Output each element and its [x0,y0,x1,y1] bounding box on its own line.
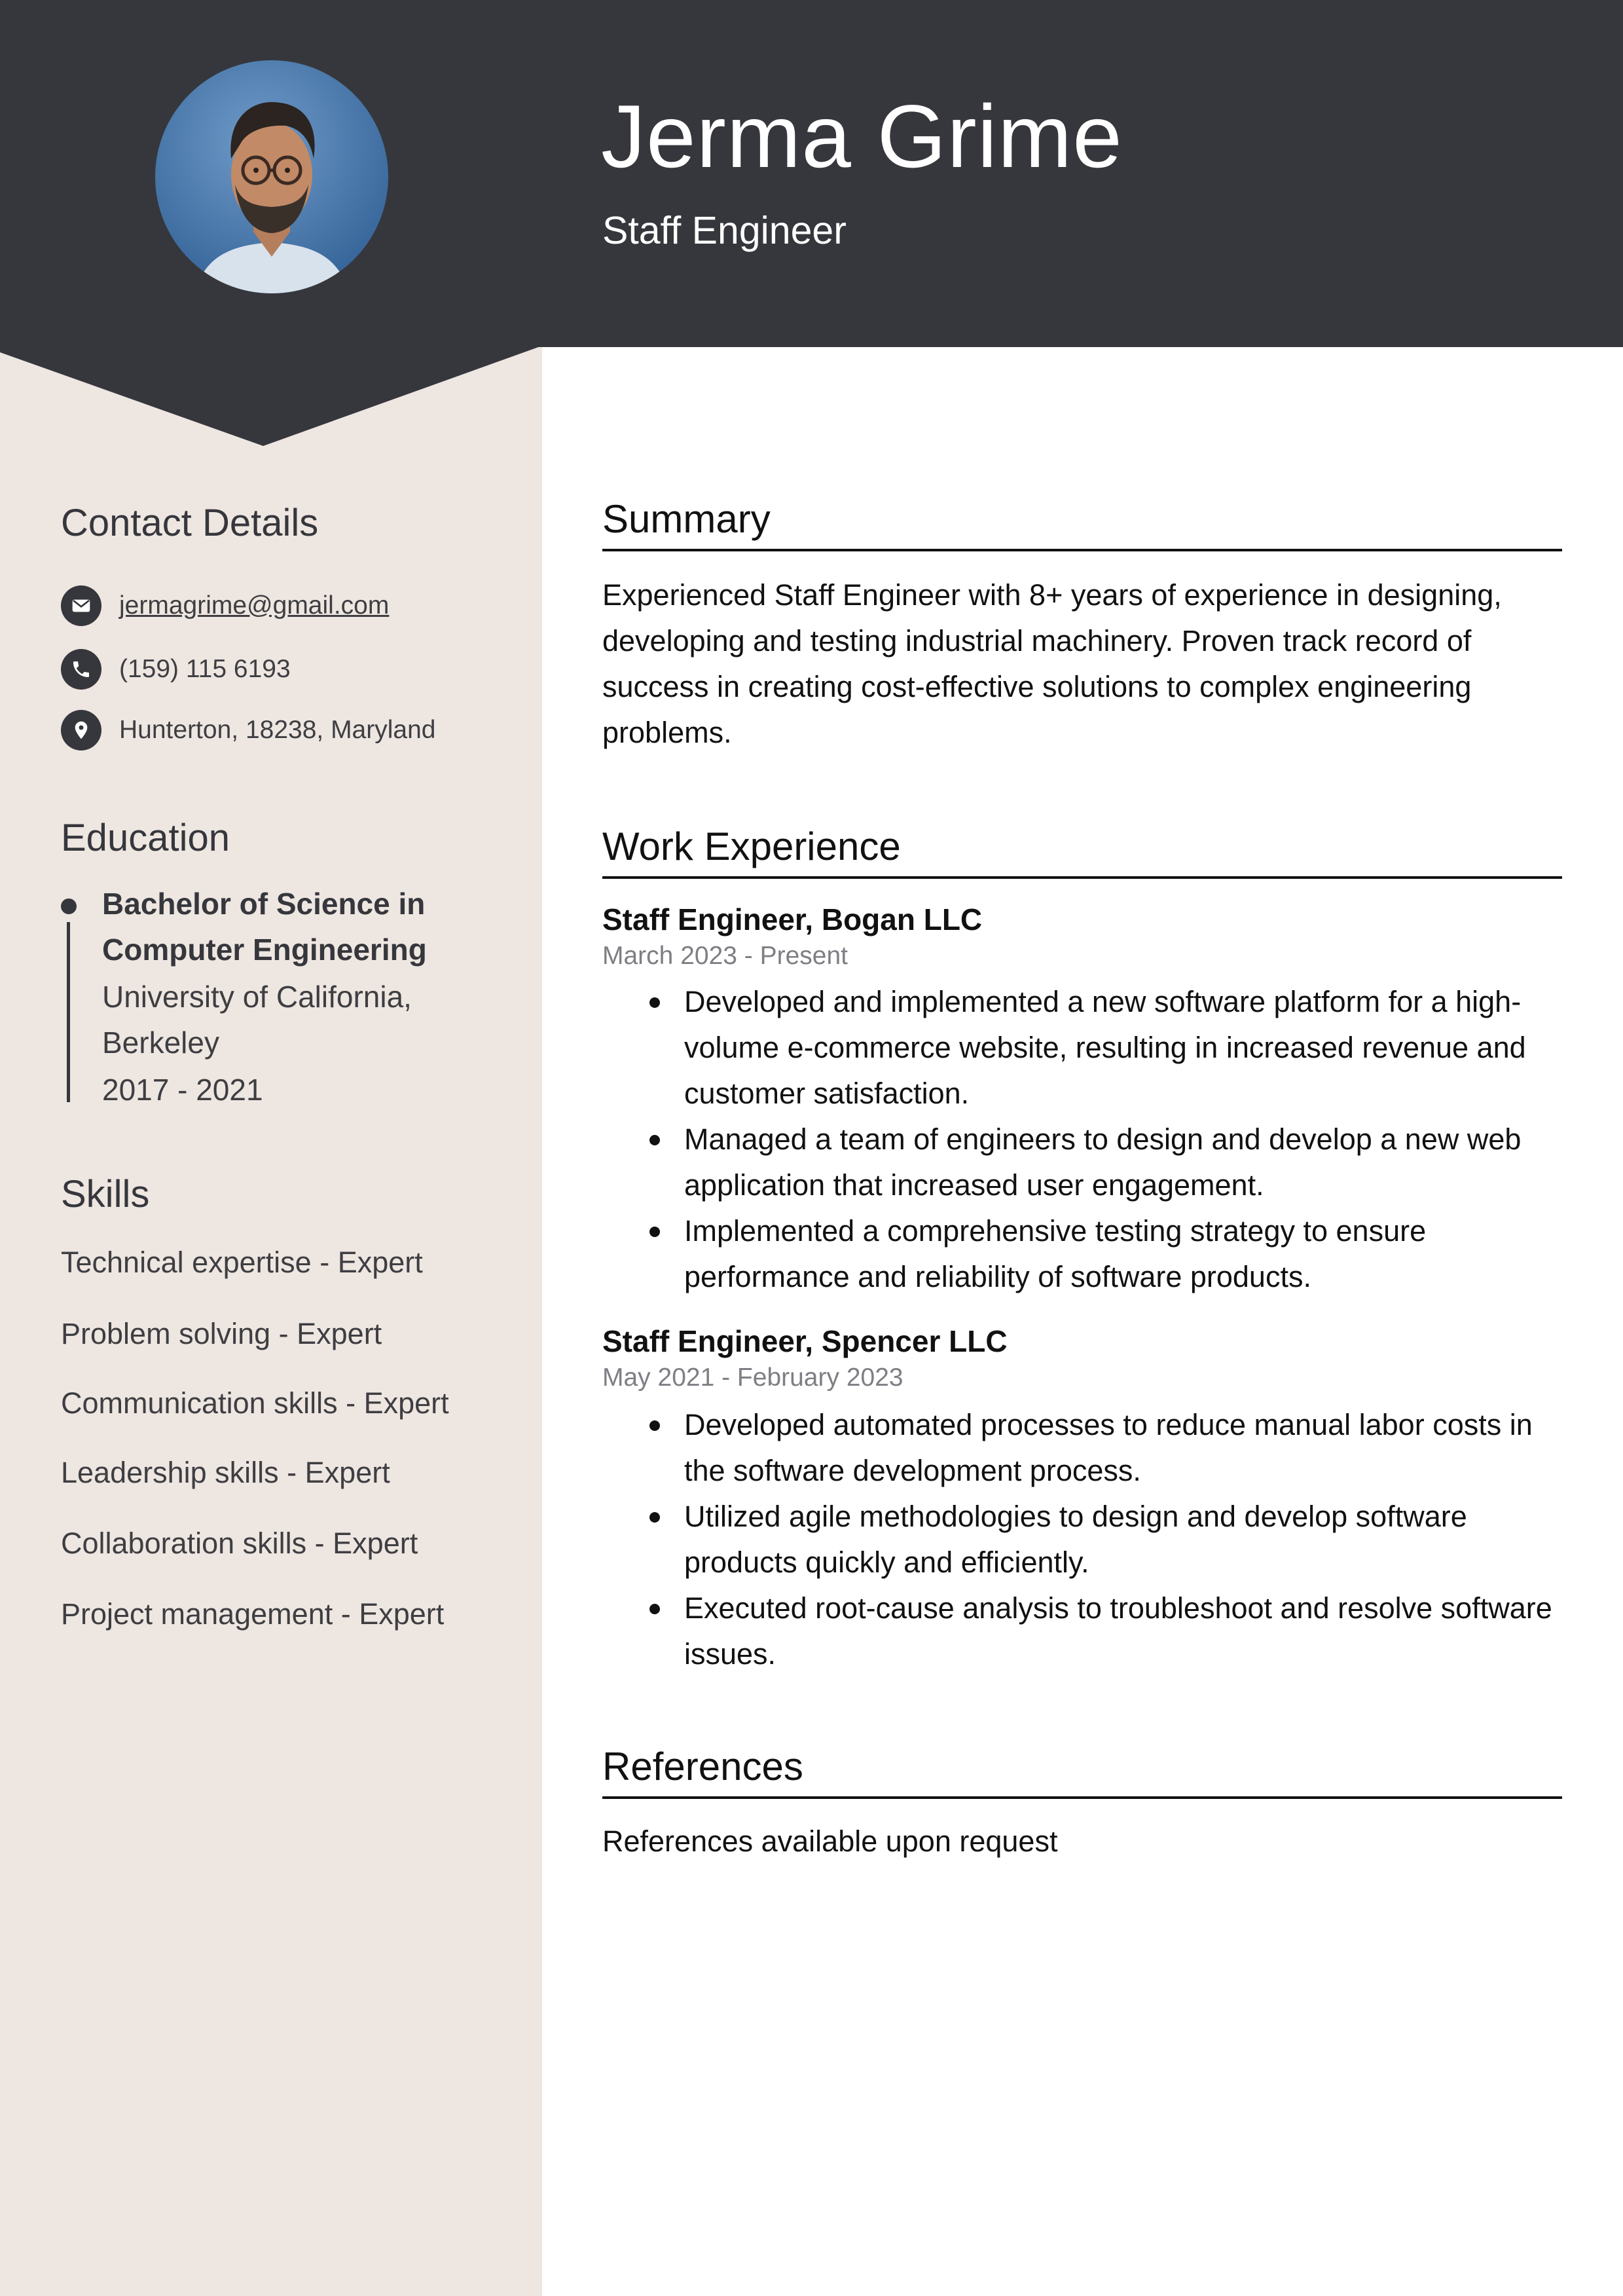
contact-location-row [61,709,435,751]
skill-item: Communication skills - Expert [61,1386,449,1420]
contact-phone-row [61,648,291,690]
skill-item: Problem solving - Expert [61,1317,382,1350]
education-school: University of California, Berkeley [102,980,412,1060]
email-link[interactable]: jermagrime@gmail.com [119,591,390,620]
references-text: References available upon request [602,1824,1058,1858]
timeline-line [67,922,70,1102]
contact-heading: Contact Details [61,502,319,544]
section-divider [602,876,1562,879]
job-bullet: Developed automated processes to reduce manual labor costs in the software development process. [684,1402,1562,1494]
education-years: 2017 - 2021 [102,1073,263,1107]
envelope-icon [61,585,101,626]
job-bullet: Utilized agile methodologies to design and develop software products quickly and efficiently. [684,1494,1562,1585]
skills-heading: Skills [61,1173,150,1215]
job-dates: May 2021 - February 2023 [602,1363,903,1392]
contact-email-row [61,585,389,627]
section-divider [602,549,1562,551]
experience-heading: Work Experience [602,824,901,868]
location-text: Hunterton, 18238, Maryland [119,716,436,744]
education-heading: Education [61,817,230,859]
job-bullet: Developed and implemented a new software platform for a high-volume e-commerce website, resulting in increased revenue and customer satisfaction. [684,979,1562,1117]
section-divider [602,1796,1562,1799]
phone-icon [61,649,101,690]
profile-photo [155,60,388,293]
references-heading: References [602,1745,803,1788]
skill-item: Technical expertise - Expert [61,1246,423,1279]
education-degree: Bachelor of Science in Computer Engineering [102,887,427,967]
phone-number: (159) 115 6193 [119,655,291,683]
location-pin-icon [61,710,101,750]
timeline-dot [61,898,77,914]
job-bullet: Executed root-cause analysis to troubleshoot and resolve software issues. [684,1585,1562,1677]
header-chevron [0,346,542,447]
summary-heading: Summary [602,497,771,541]
candidate-title: Staff Engineer [602,209,847,252]
summary-text: Experienced Staff Engineer with 8+ years of experience in designing, developing and testing industrial machinery. Proven track record of success in creating cost-effective solutions to complex engineering problems. [602,578,1502,749]
job-title-company: Staff Engineer, Spencer LLC [602,1324,1008,1358]
skill-item: Leadership skills - Expert [61,1456,390,1489]
skill-item: Collaboration skills - Expert [61,1527,418,1560]
job-dates: March 2023 - Present [602,942,848,970]
job-bullet-list [602,1402,1562,1677]
job-title-company: Staff Engineer, Bogan LLC [602,902,983,936]
job-bullet: Implemented a comprehensive testing strategy to ensure performance and reliability of software products. [684,1208,1562,1300]
candidate-name: Jerma Grime [601,86,1123,186]
job-bullet-list [602,979,1562,1300]
job-bullet: Managed a team of engineers to design and develop a new web application that increased user engagement. [684,1117,1562,1208]
skill-item: Project management - Expert [61,1597,445,1631]
